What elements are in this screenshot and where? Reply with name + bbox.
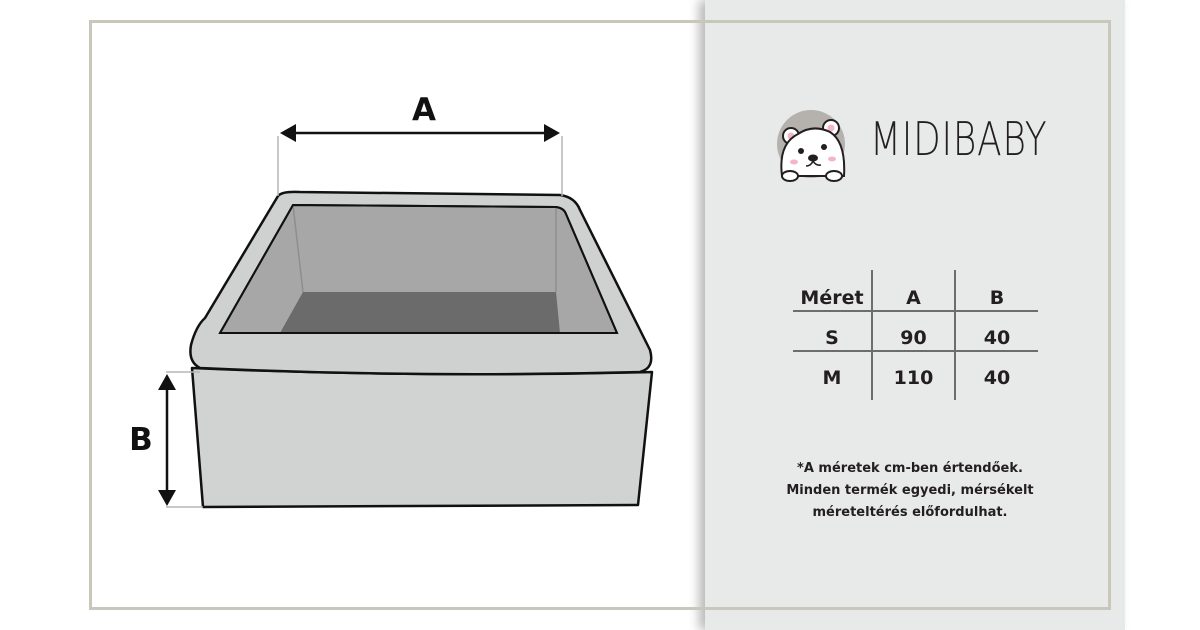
dimension-a-label: A xyxy=(412,92,436,128)
table-header-size: Méret xyxy=(800,287,864,309)
measurement-note xyxy=(760,458,1060,524)
pit-floor xyxy=(280,292,560,333)
pit-side-wall xyxy=(192,368,652,507)
table-divider-horizontal-2 xyxy=(793,350,1038,352)
dimension-b xyxy=(129,372,203,507)
table-header-a: A xyxy=(906,287,921,309)
table-cell-m-a: 110 xyxy=(893,367,934,389)
table-divider-horizontal-1 xyxy=(793,310,1038,312)
size-table xyxy=(793,270,1038,400)
dimension-b-label: B xyxy=(129,422,153,458)
note-line: Minden termék egyedi, mérsékelt xyxy=(786,483,1034,498)
table-cell-size-s: S xyxy=(825,327,839,349)
note-line: méreteltérés előfordulhat. xyxy=(812,505,1008,520)
table-cell-s-a: 90 xyxy=(900,327,927,349)
table-cell-s-b: 40 xyxy=(983,327,1011,349)
dimension-a xyxy=(278,92,562,196)
table-header-b: B xyxy=(989,287,1005,309)
table-cell-size-m: M xyxy=(822,367,842,389)
brand-name: MIDIBABY xyxy=(870,112,1048,166)
note-line: *A méretek cm-ben értendőek. xyxy=(797,461,1023,476)
table-cell-m-b: 40 xyxy=(983,367,1011,389)
